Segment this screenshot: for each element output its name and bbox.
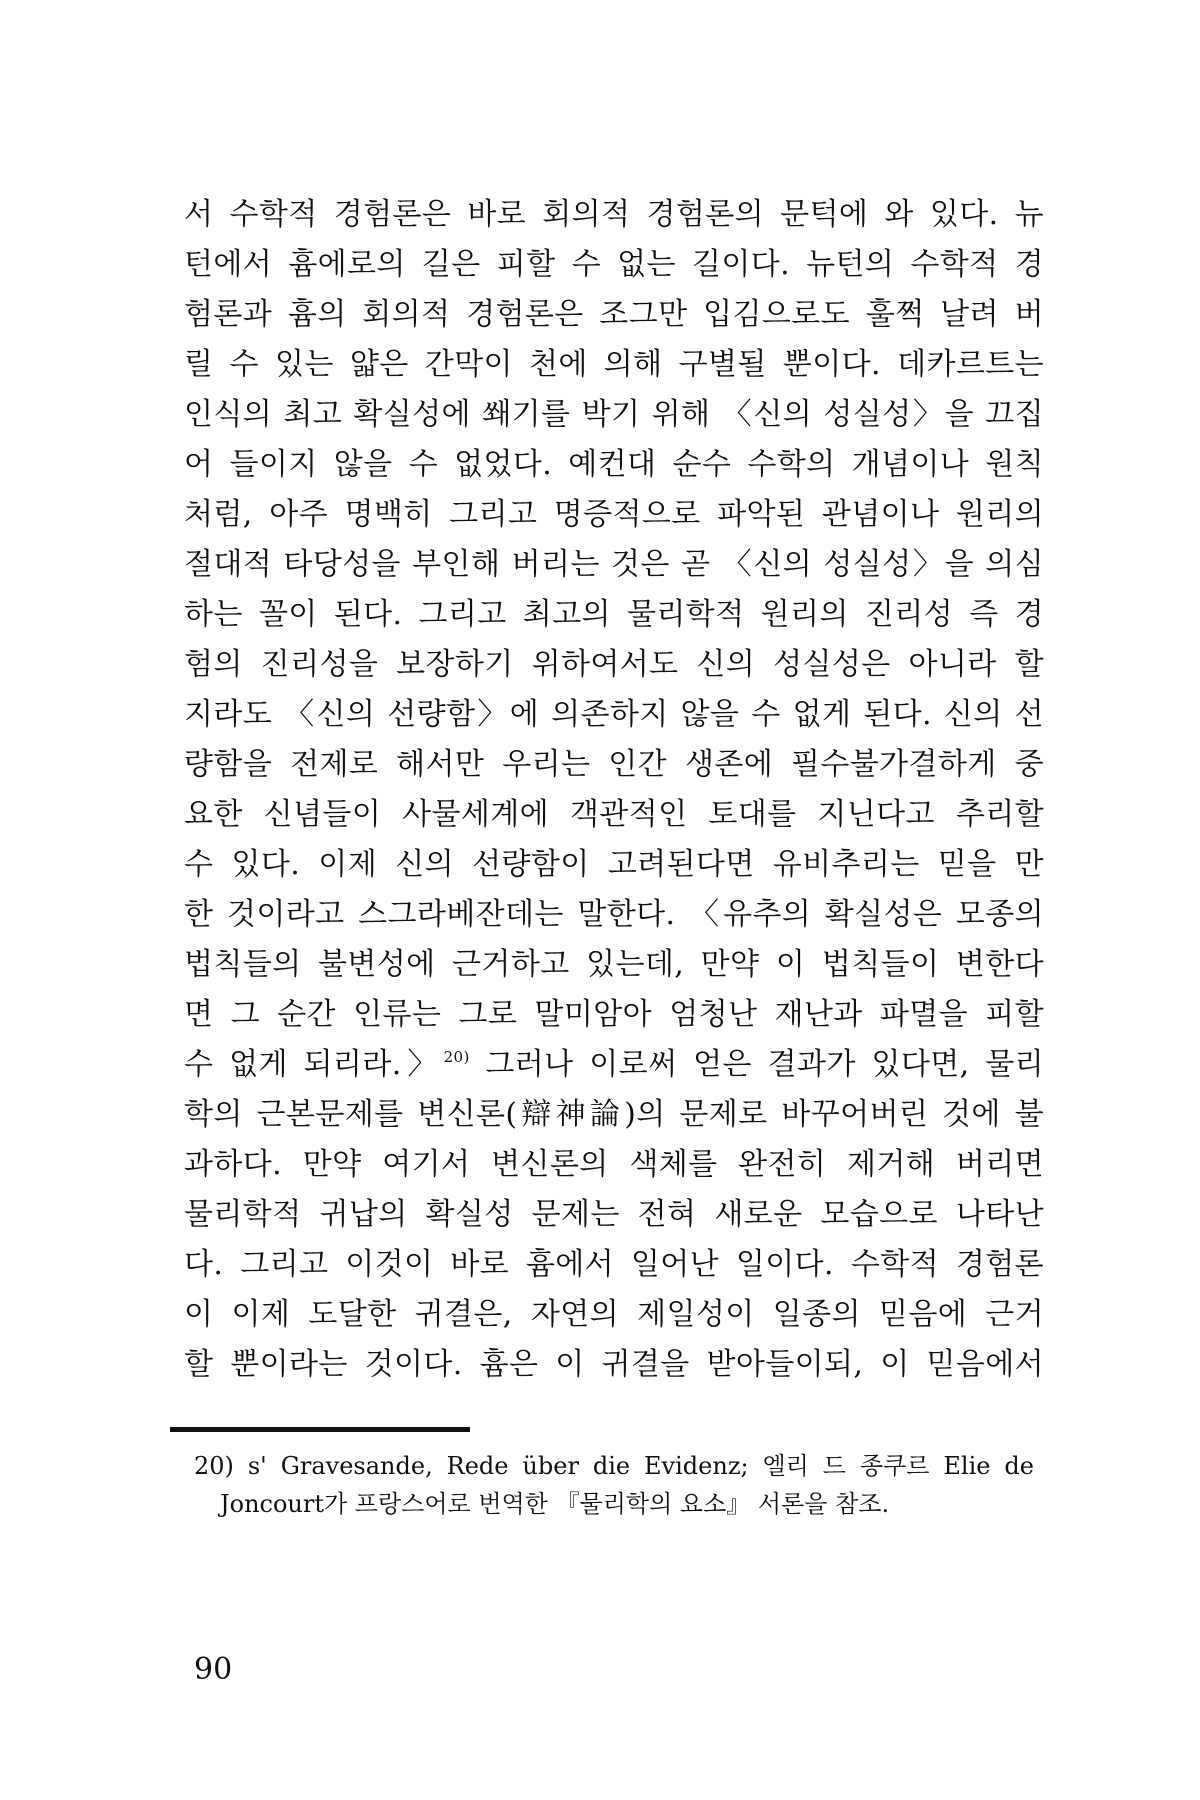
text-line-5: 인식의 최고 확실성에 쐐기를 박기 위해 〈신의 성실성〉을 끄집: [184, 397, 1044, 432]
footnote: [194, 1447, 1034, 1523]
text-line-18-start: 수 없게 되리라.〉: [184, 1047, 444, 1082]
footnote-line-2: Joncourt가 프랑스어로 번역한 『물리학의 요소』 서론을 참조.: [220, 1490, 890, 1518]
text-line-18: [184, 1040, 1044, 1090]
footnote-line-1: 20) s' Gravesande, Rede über die Evidenz; 엘리 드 종쿠르 Elie de: [194, 1452, 1034, 1480]
text-line-15: 한 것이라고 스그라베잔데는 말한다. 〈유추의 확실성은 모종의: [184, 897, 1044, 932]
footnote-divider: [170, 1427, 470, 1432]
text-line-19: 학의 근본문제를 변신론(辯神論)의 문제로 바꾸어버린 것에 불: [184, 1097, 1044, 1132]
text-line-8: 절대적 타당성을 부인해 버리는 것은 곧 〈신의 성실성〉을 의심: [184, 547, 1044, 582]
text-line-23: 이 이제 도달한 귀결은, 자연의 제일성이 일종의 믿음에 근거: [184, 1297, 1044, 1332]
text-line-18-end: 그러나 이로써 얻은 결과가 있다면, 물리: [469, 1047, 1044, 1082]
text-line-12: 량함을 전제로 해서만 우리는 인간 생존에 필수불가결하게 중: [184, 747, 1044, 782]
text-line-24: 할 뿐이라는 것이다. 흄은 이 귀결을 받아들이되, 이 믿음에서: [184, 1347, 1044, 1382]
text-line-3: 험론과 흄의 회의적 경험론은 조그만 입김으로도 훌쩍 날려 버: [184, 297, 1044, 332]
text-line-6: 어 들이지 않을 수 없었다. 예컨대 순수 수학의 개념이나 원칙: [184, 447, 1044, 482]
text-line-17: 면 그 순간 인류는 그로 말미암아 엄청난 재난과 파멸을 피할: [184, 997, 1044, 1032]
text-line-13: 요한 신념들이 사물세계에 객관적인 토대를 지닌다고 추리할: [184, 797, 1044, 832]
text-line-11: 지라도 〈신의 선량함〉에 의존하지 않을 수 없게 된다. 신의 선: [184, 697, 1044, 732]
text-line-7: 처럼, 아주 명백히 그리고 명증적으로 파악된 관념이나 원리의: [184, 497, 1044, 532]
text-line-1: 서 수학적 경험론은 바로 회의적 경험론의 문턱에 와 있다. 뉴: [184, 197, 1044, 232]
text-line-22: 다. 그리고 이것이 바로 흄에서 일어난 일이다. 수학적 경험론: [184, 1247, 1044, 1282]
text-line-16: 법칙들의 불변성에 근거하고 있는데, 만약 이 법칙들이 변한다: [184, 947, 1044, 982]
text-line-20: 과하다. 만약 여기서 변신론의 색체를 완전히 제거해 버리면: [184, 1147, 1044, 1182]
page-number: 90: [194, 1652, 233, 1687]
text-line-14: 수 있다. 이제 신의 선량함이 고려된다면 유비추리는 믿을 만: [184, 847, 1044, 882]
text-line-2: 턴에서 흄에로의 길은 피할 수 없는 길이다. 뉴턴의 수학적 경: [184, 247, 1044, 282]
text-line-10: 험의 진리성을 보장하기 위하여서도 신의 성실성은 아니라 할: [184, 647, 1044, 682]
text-line-9: 하는 꼴이 된다. 그리고 최고의 물리학적 원리의 진리성 즉 경: [184, 597, 1044, 632]
body-text: [184, 190, 1044, 1390]
footnote-reference: 20): [443, 1048, 470, 1066]
text-line-4: 릴 수 있는 얇은 간막이 천에 의해 구별될 뿐이다. 데카르트는: [184, 347, 1044, 382]
text-line-21: 물리학적 귀납의 확실성 문제는 전혀 새로운 모습으로 나타난: [184, 1197, 1044, 1232]
